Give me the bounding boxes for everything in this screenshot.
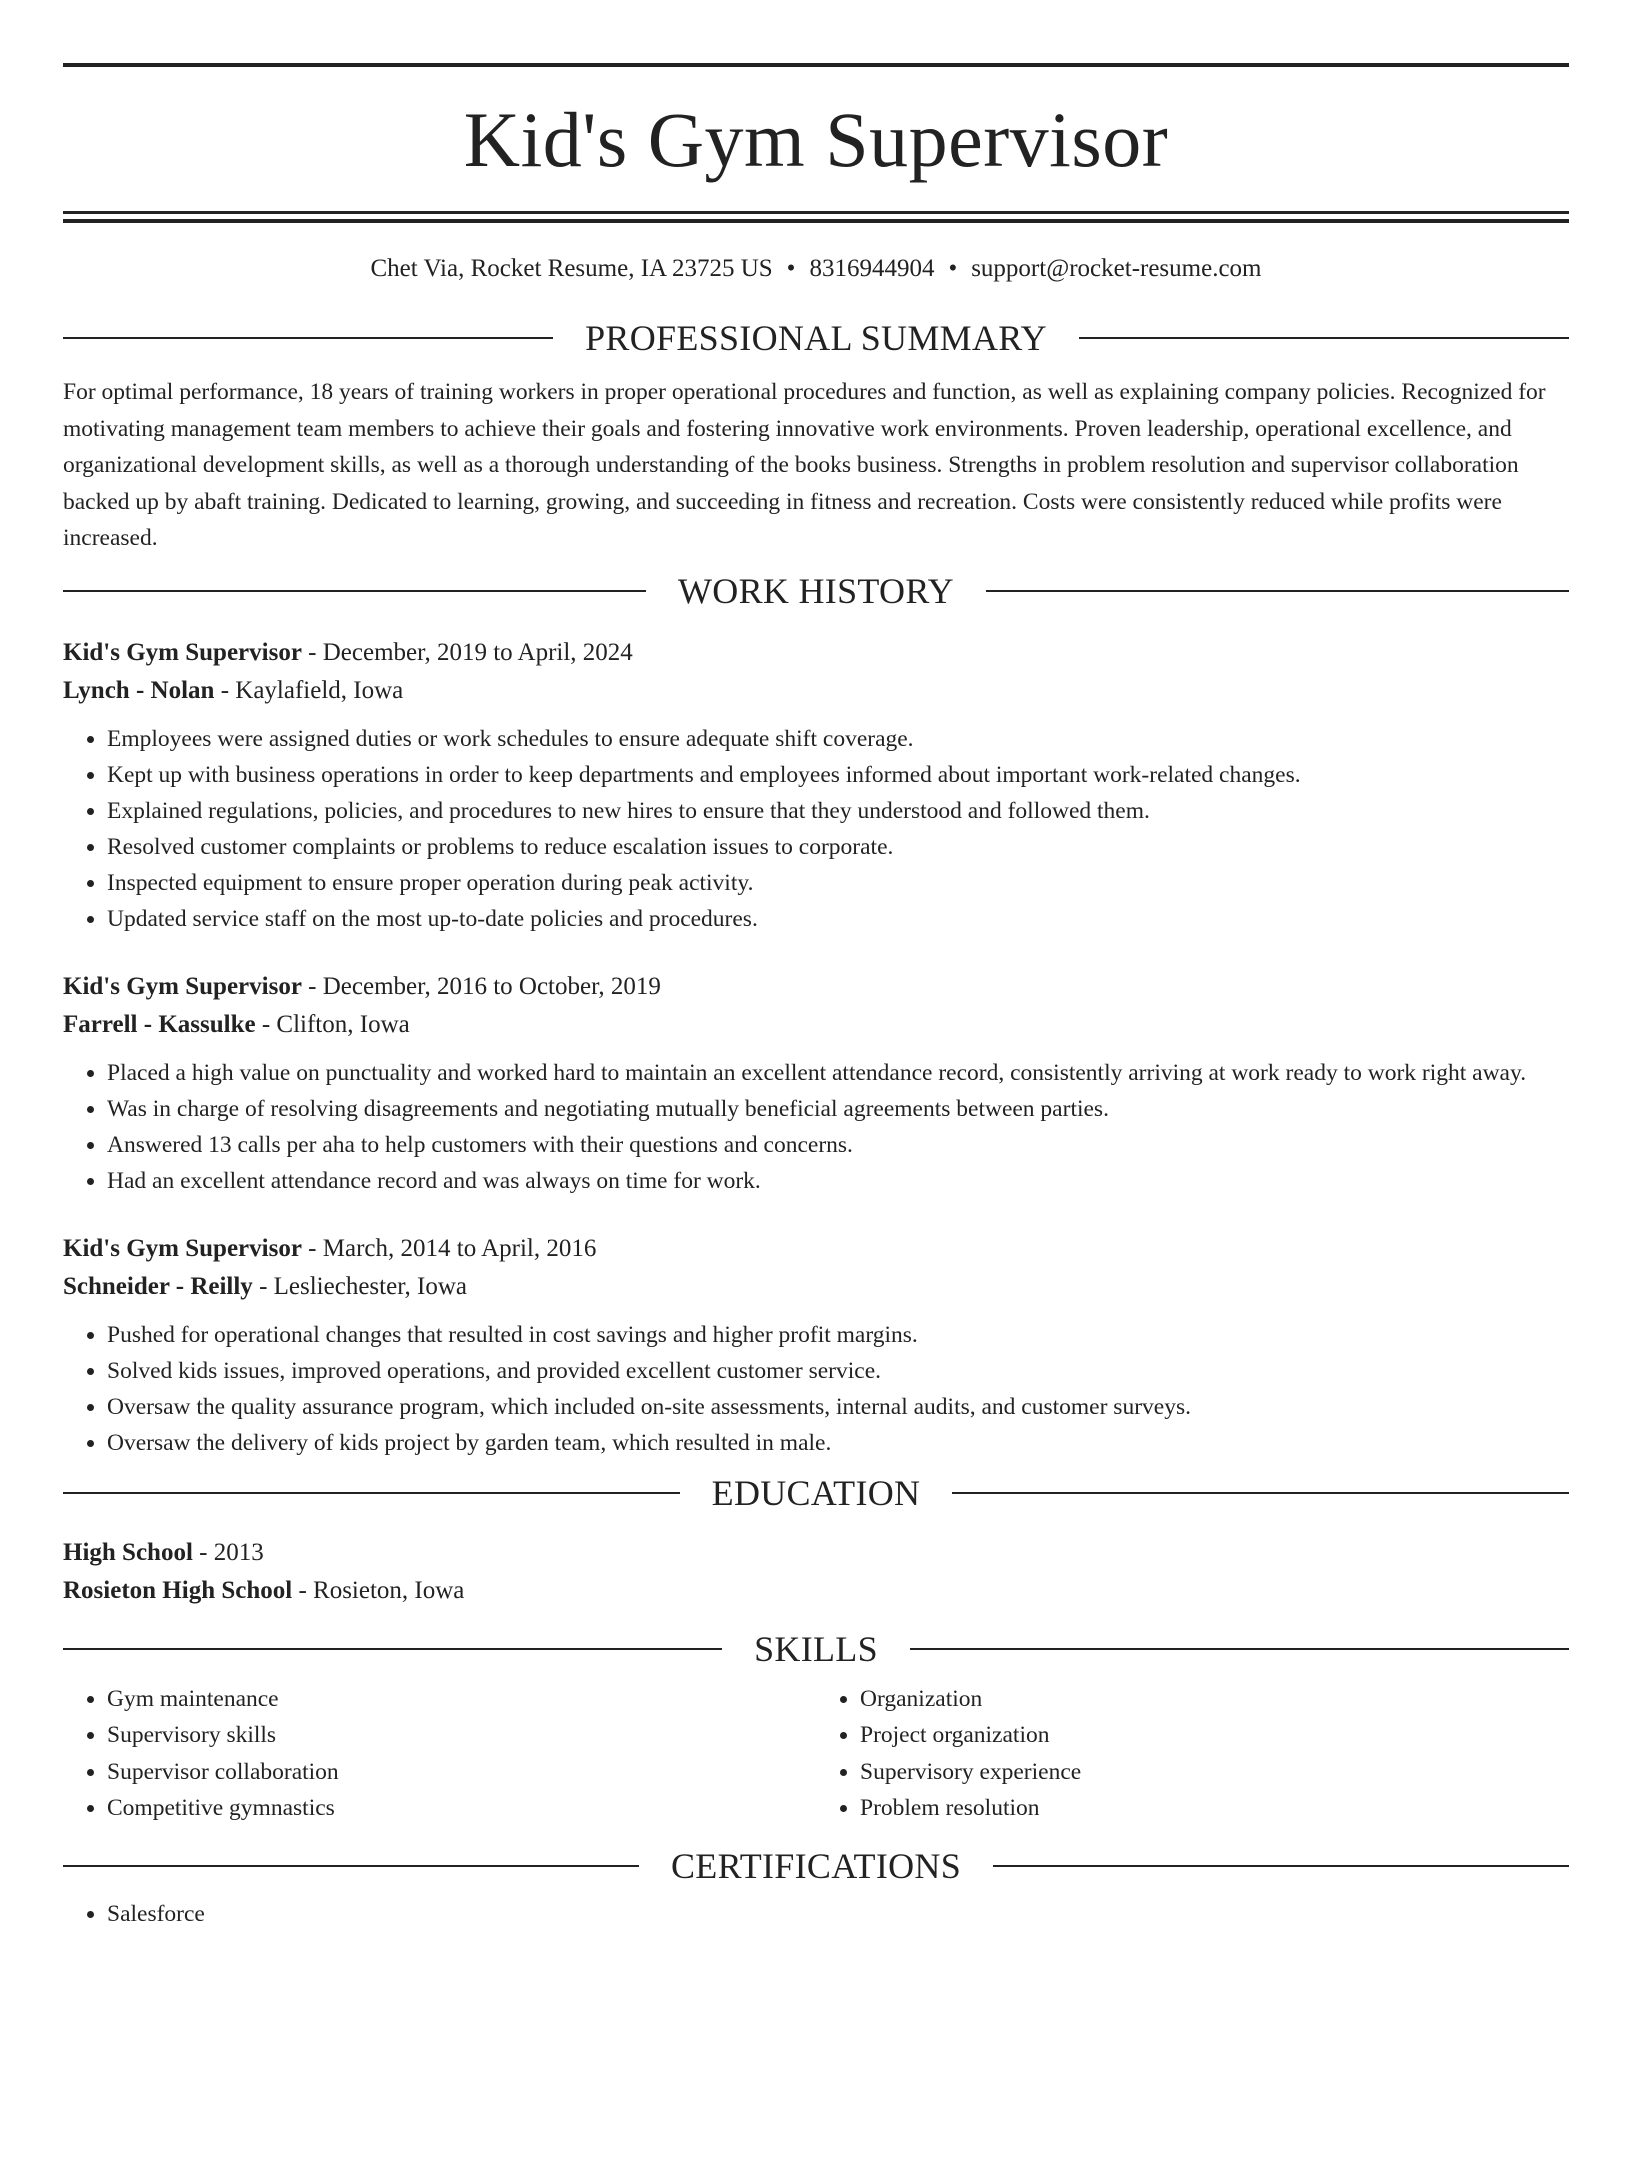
contact-line <box>63 254 1569 284</box>
dash: - <box>301 1234 323 1262</box>
job-location: Kaylafield, Iowa <box>235 676 404 704</box>
section-heading-skills <box>63 1629 1569 1669</box>
skills-column-left <box>63 1681 816 1827</box>
contact-separator: • <box>948 255 958 282</box>
education-degree-line <box>63 1534 1569 1572</box>
section-title: WORK HISTORY <box>678 570 954 611</box>
job-location: Lesliechester, Iowa <box>273 1272 467 1300</box>
contact-phone: 8316944904 <box>809 255 935 282</box>
list-item: • Explained regulations, policies, and procedures to new hires to ensure that they understood and followed them. <box>107 793 1569 829</box>
list-item: • Pushed for operational changes that resulted in cost savings and higher profit margins. <box>107 1317 1569 1353</box>
job-title-line <box>63 968 1569 1006</box>
job-bullets <box>63 1055 1569 1199</box>
section-heading-work-history <box>63 571 1569 611</box>
list-item: • Was in charge of resolving disagreements and negotiating mutually beneficial agreements between parties. <box>107 1091 1569 1127</box>
dash: - <box>252 1272 274 1300</box>
heading-rule <box>63 1865 639 1867</box>
resume-name: Kid's Gym Supervisor <box>463 96 1169 183</box>
job-entry <box>63 634 1569 937</box>
section-heading-certifications <box>63 1846 1569 1886</box>
job-company-line <box>63 1268 1569 1306</box>
certifications-list <box>63 1896 1569 1932</box>
dash: - <box>301 638 323 666</box>
job-title: Kid's Gym Supervisor <box>63 972 302 1000</box>
job-title: Kid's Gym Supervisor <box>63 638 302 666</box>
skill-item: • Project organization <box>860 1717 1569 1754</box>
skill-item: • Organization <box>860 1681 1569 1718</box>
education-year: 2013 <box>213 1538 264 1566</box>
job-title: Kid's Gym Supervisor <box>63 1234 302 1262</box>
resume-page <box>0 63 1632 2175</box>
job-bullets <box>63 721 1569 937</box>
job-company: Farrell - Kassulke <box>63 1010 256 1038</box>
job-company-line <box>63 1006 1569 1044</box>
section-title: PROFESSIONAL SUMMARY <box>585 318 1047 358</box>
heading-rule <box>63 590 646 592</box>
list-item: • Oversaw the delivery of kids project by garden team, which resulted in male. <box>107 1425 1569 1461</box>
heading-rule <box>63 1648 722 1650</box>
contact-email: support@rocket-resume.com <box>971 255 1262 282</box>
skills-grid <box>63 1681 1569 1827</box>
job-entry <box>63 968 1569 1199</box>
section-heading-summary <box>63 318 1569 358</box>
contact-separator: • <box>786 255 796 282</box>
heading-rule <box>63 337 553 339</box>
list-item: • Employees were assigned duties or work schedules to ensure adequate shift coverage. <box>107 721 1569 757</box>
section-heading-education <box>63 1473 1569 1513</box>
skill-item: • Gym maintenance <box>107 1681 816 1718</box>
list-item: • Inspected equipment to ensure proper operation during peak activity. <box>107 865 1569 901</box>
heading-rule <box>63 1492 680 1494</box>
skill-item: • Competitive gymnastics <box>107 1790 816 1827</box>
heading-rule <box>952 1492 1569 1494</box>
dash: - <box>192 1538 214 1566</box>
section-title: SKILLS <box>754 1628 878 1669</box>
education-degree: High School <box>63 1538 193 1566</box>
section-title: CERTIFICATIONS <box>670 1845 962 1886</box>
skill-item: • Supervisory skills <box>107 1717 816 1754</box>
list-item: • Kept up with business operations in order to keep departments and employees informed about important work-related changes. <box>107 757 1569 793</box>
section-title: EDUCATION <box>711 1472 921 1513</box>
job-entry <box>63 1230 1569 1461</box>
skill-item: • Problem resolution <box>860 1790 1569 1827</box>
job-dates: December, 2019 to April, 2024 <box>322 638 633 666</box>
list-item: • Resolved customer complaints or problems to reduce escalation issues to corporate. <box>107 829 1569 865</box>
list-item: • Placed a high value on punctuality and worked hard to maintain an excellent attendance record, consistently arriving at work ready to work right away. <box>107 1055 1569 1091</box>
double-rule <box>63 211 1569 223</box>
contact-address: Chet Via, Rocket Resume, IA 23725 US <box>370 255 773 282</box>
heading-rule <box>910 1648 1569 1650</box>
dash: - <box>255 1010 277 1038</box>
job-bullets <box>63 1317 1569 1461</box>
job-dates: March, 2014 to April, 2016 <box>322 1234 597 1262</box>
dash: - <box>292 1576 314 1604</box>
heading-rule <box>993 1865 1569 1867</box>
education-entry <box>63 1534 1569 1610</box>
heading-rule <box>986 590 1569 592</box>
job-company-line <box>63 672 1569 710</box>
skill-item: • Supervisory experience <box>860 1754 1569 1791</box>
list-item: • Answered 13 calls per aha to help customers with their questions and concerns. <box>107 1127 1569 1163</box>
list-item: • Solved kids issues, improved operations, and provided excellent customer service. <box>107 1353 1569 1389</box>
heading-rule <box>1079 337 1569 339</box>
top-rule <box>63 63 1569 67</box>
job-location: Clifton, Iowa <box>276 1010 410 1038</box>
summary-text: For optimal performance, 18 years of training workers in proper operational procedures and function, as well as explaining company policies. Recognized for motivating management team members to achieve their goals and fostering innovative work environments. Proven leadership, operational excellence, and organizational development skills, as well as a thorough understanding of the books business. Strengths in problem resolution and supervisor collaboration backed up by abaft training. Dedicated to learning, growing, and succeeding in fitness and recreation. Costs were consistently reduced while profits were increased. <box>63 379 1546 551</box>
skill-item: • Supervisor collaboration <box>107 1754 816 1791</box>
education-school: Rosieton High School <box>63 1576 293 1604</box>
list-item: • Oversaw the quality assurance program, which included on-site assessments, internal audits, and customer surveys. <box>107 1389 1569 1425</box>
dash: - <box>214 676 236 704</box>
job-company: Lynch - Nolan <box>63 676 215 704</box>
certification-item: • Salesforce <box>107 1896 1569 1932</box>
education-location: Rosieton, Iowa <box>313 1576 465 1604</box>
skills-column-right <box>816 1681 1569 1827</box>
list-item: • Updated service staff on the most up-to-date policies and procedures. <box>107 901 1569 937</box>
job-title-line <box>63 634 1569 672</box>
list-item: • Had an excellent attendance record and was always on time for work. <box>107 1163 1569 1199</box>
education-school-line <box>63 1572 1569 1610</box>
dash: - <box>301 972 323 1000</box>
job-dates: December, 2016 to October, 2019 <box>322 972 661 1000</box>
job-company: Schneider - Reilly <box>63 1272 253 1300</box>
job-title-line <box>63 1230 1569 1268</box>
